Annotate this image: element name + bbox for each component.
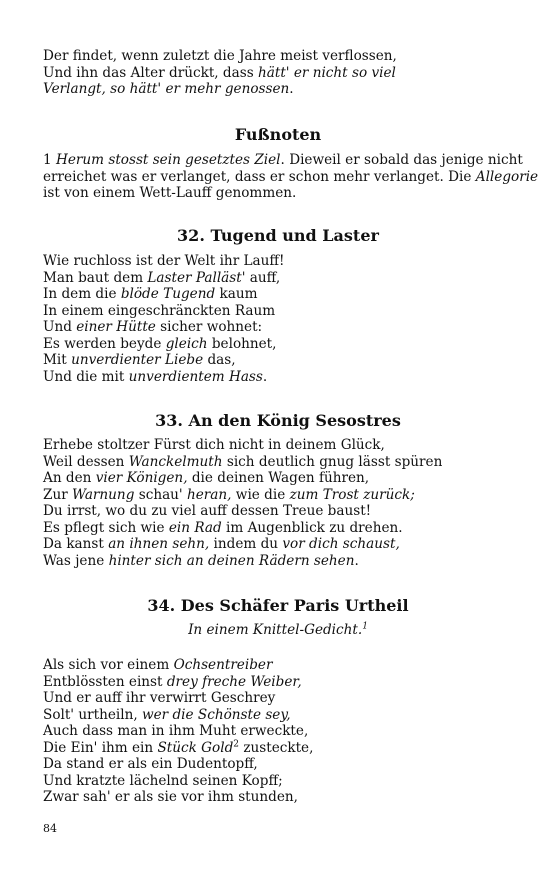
text-line (43, 168, 539, 186)
text-line (43, 674, 513, 691)
text-line (43, 253, 513, 270)
text-line (43, 336, 513, 353)
text-run: sicher wohnet: (155, 319, 263, 335)
text-line (43, 185, 513, 202)
text-run: belohnet, (207, 335, 277, 352)
text-run: Und die mit (43, 368, 129, 385)
text-line (43, 470, 513, 487)
text-run: Und er auff ihr verwirrt Geschrey (43, 690, 276, 706)
text-line (43, 352, 513, 369)
footnotes-heading: Fußnoten (234, 125, 322, 144)
italic-run: drey freche Weiber, (166, 673, 302, 690)
text-run: Was jene (43, 552, 109, 569)
text-line (43, 270, 513, 287)
text-line (43, 454, 513, 471)
text-run: sich deutlich gnug lässt spüren (222, 453, 443, 470)
italic-run: heran, (187, 486, 232, 503)
italic-run: unverdienter Liebe (71, 352, 204, 368)
italic-run: blöde Tugend (120, 286, 216, 302)
text-line (43, 152, 523, 169)
text-run: Und kratzte lächelnd seinen Kopff; (43, 772, 283, 789)
text-run: auff, (245, 269, 281, 286)
text-run: Es werden beyde (43, 335, 166, 352)
italic-run: Laster Palläst' (147, 269, 246, 286)
italic-run: unverdientem Hass (128, 368, 263, 385)
text-run: . Dieweil er sobald das jenige nicht (280, 152, 523, 168)
opening-verse (43, 48, 513, 98)
text-line (43, 553, 513, 570)
text-run: im Augenblick zu drehen. (221, 519, 403, 536)
text-run: Und (43, 319, 77, 335)
text-run: Man baut dem (43, 269, 148, 286)
italic-run: Stück Gold (157, 739, 234, 756)
text-line (43, 48, 513, 65)
text-line (43, 437, 513, 454)
italic-run: Verlangt, so hätt' er mehr genossen (43, 81, 290, 97)
text-run: Der findet, wenn zuletzt die Jahre meist verflossen, (43, 48, 397, 64)
text-line (43, 369, 513, 386)
footnote-marker: 2 (233, 738, 240, 749)
italic-run: Ochsentreiber (173, 657, 273, 673)
text-run: wie die (231, 486, 290, 503)
text-run: Erhebe stoltzer Fürst dich nicht in deinem Glück, (43, 437, 385, 453)
text-run: In einem eingeschränckten Raum (43, 302, 276, 319)
text-line (43, 81, 513, 98)
text-line (43, 756, 513, 773)
text-line (43, 303, 513, 320)
text-line (43, 740, 513, 757)
text-run: indem du (209, 536, 283, 552)
text-run: erreichet was er verlanget, dass er schon mehr verlanget. Die (43, 168, 476, 185)
italic-run: zum Trost zurück; (289, 486, 415, 503)
poem-33-title: 33. An den König Sesostres (155, 411, 401, 430)
text-line (43, 773, 513, 790)
text-line (43, 690, 513, 707)
text-run: kaum (215, 286, 258, 302)
text-run: Auch dass man in ihm Muht erweckte, (43, 723, 309, 739)
text-run: Als sich vor einem (43, 657, 174, 673)
italic-run: Wanckelmuth (128, 453, 223, 470)
text-line (43, 657, 513, 674)
text-run: Zur (43, 486, 73, 503)
italic-run: hätt' er nicht so viel (258, 64, 396, 81)
text-line (43, 789, 513, 806)
italic-run: einer Hütte (76, 319, 156, 335)
footnotes-text (43, 152, 539, 202)
poem-34-subtitle-text: In einem Knittel-Gedicht. (188, 622, 363, 638)
italic-run: vor dich schaust, (282, 536, 400, 552)
text-run: die deinen Wagen führen, (187, 470, 370, 486)
poem-34-subtitle (43, 622, 513, 638)
text-run: Da kanst (43, 536, 109, 552)
page-number: 84 (43, 822, 57, 835)
poem-33-verse (43, 437, 513, 569)
text-line (43, 723, 513, 740)
text-run: An den (43, 470, 96, 486)
text-line (43, 520, 513, 537)
italic-run: vier Königen, (95, 470, 188, 486)
italic-run: wer die Schönste sey, (141, 706, 291, 723)
text-line (43, 65, 513, 82)
italic-run: gleich (165, 335, 208, 352)
text-run: Du irrst, wo du zu viel auff dessen Treue baust! (43, 503, 372, 519)
poem-34-title: 34. Des Schäfer Paris Urtheil (147, 596, 409, 615)
poem-32-title: 32. Tugend und Laster (177, 226, 379, 245)
text-line (43, 286, 513, 303)
text-line (43, 536, 513, 553)
text-run: das, (203, 352, 236, 368)
text-run: Und ihn das Alter drückt, dass (43, 64, 258, 81)
text-run: Wie ruchloss ist der Welt ihr Lauff! (43, 253, 285, 269)
italic-run: an ihnen sehn, (108, 536, 210, 552)
text-run: Da stand er als ein Dudentopff, (43, 756, 258, 772)
text-run: Zwar sah' er als sie vor ihm stunden, (43, 789, 298, 805)
text-run: schau' (134, 486, 187, 503)
text-line (43, 487, 513, 504)
text-run: 1 (43, 152, 56, 168)
text-line (43, 707, 513, 724)
text-run: zusteckte, (239, 739, 314, 756)
text-run: . (289, 81, 294, 97)
poem-34-verse (43, 657, 513, 806)
text-run: Weil dessen (43, 453, 129, 470)
italic-run: Herum stosst sein gesetztes Ziel (55, 152, 281, 168)
text-run: . (354, 552, 359, 569)
footnote-marker: 1 (362, 621, 368, 632)
text-run: In dem die (43, 286, 121, 302)
italic-run: ein Rad (168, 519, 222, 536)
italic-run: Warnung (72, 486, 135, 503)
text-run: Solt' urtheiln, (43, 706, 142, 723)
text-run: Es pflegt sich wie (43, 519, 169, 536)
text-line (43, 503, 513, 520)
italic-run: hinter sich an deinen Rädern sehen (108, 552, 355, 569)
text-line (43, 319, 513, 336)
text-run: . (262, 368, 268, 385)
text-run: Entblössten einst (43, 673, 167, 690)
italic-run: Allegorie (475, 168, 539, 185)
text-run: ist von einem Wett-Lauff genommen. (43, 185, 297, 201)
text-run: Mit (43, 352, 72, 368)
poem-32-verse (43, 253, 513, 385)
text-run: Die Ein' ihm ein (43, 739, 158, 756)
